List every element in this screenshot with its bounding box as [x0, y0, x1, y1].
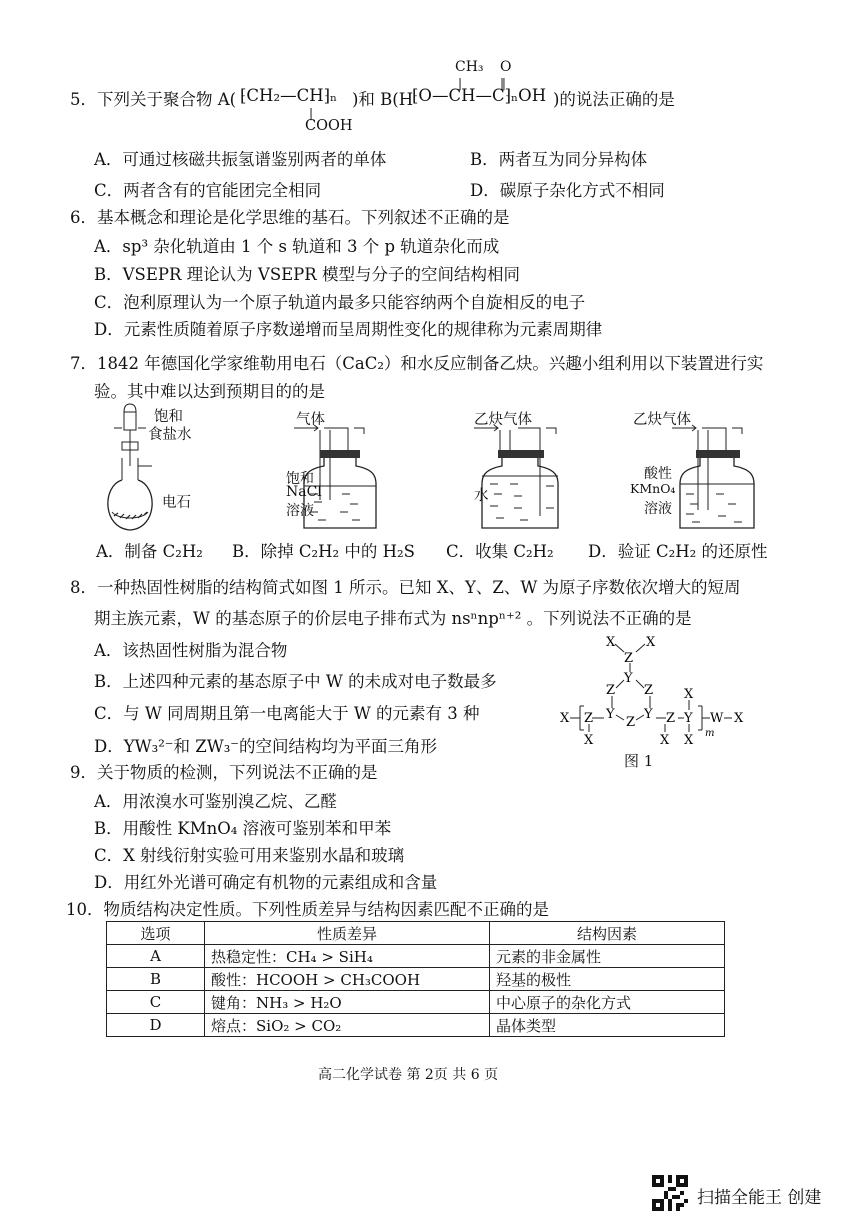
q5-sub-o: O: [500, 59, 512, 75]
table-cell: 熔点：SiO₂ > CO₂: [205, 1014, 490, 1037]
q5-option-c: C．两者含有的官能团完全相同: [94, 181, 322, 200]
q8-option-a: A．该热固性树脂为混合物: [94, 641, 288, 660]
svg-text:X: X: [684, 733, 694, 746]
q5-formula-a: ⁅CH₂—CH⁆ₙ: [240, 86, 338, 105]
svg-text:X: X: [606, 635, 616, 650]
table-cell: 羟基的极性: [490, 968, 725, 991]
svg-text:X: X: [684, 687, 694, 702]
q10-table: [106, 921, 725, 1037]
q7-option-d: D．验证 C₂H₂ 的还原性: [588, 542, 768, 561]
svg-text:Y: Y: [684, 711, 693, 726]
svg-text:X: X: [584, 733, 594, 746]
q8-stem-line1: 8．一种热固性树脂的结构简式如图 1 所示。已知 X、Y、Z、W 为原子序数依次增大的短周: [70, 578, 741, 597]
q9-option-a: A．用浓溴水可鉴别溴乙烷、乙醛: [94, 792, 337, 811]
svg-text:m: m: [705, 728, 715, 739]
q7-option-b: B．除掉 C₂H₂ 中的 H₂S: [232, 542, 415, 561]
svg-text:Z: Z: [666, 711, 676, 726]
apparatus-c-sol-water: 水: [474, 488, 489, 504]
table-header: 结构因素: [490, 922, 725, 945]
table-cell: A: [107, 945, 205, 968]
apparatus-a-label-carbide: 电石: [162, 495, 191, 511]
table-cell: 晶体类型: [490, 1014, 725, 1037]
q5-sub-ch3: CH₃: [455, 59, 484, 75]
svg-text:X: X: [660, 733, 670, 746]
scanner-watermark: 扫描全能王 创建: [697, 1188, 822, 1208]
q5-stem-mid: )和 B(H: [352, 90, 414, 109]
q9-option-d: D．用红外光谱可确定有机物的元素组成和含量: [94, 873, 438, 892]
table-cell: 元素的非金属性: [490, 945, 725, 968]
apparatus-d-sol-kmno4: KMnO₄: [630, 481, 676, 496]
svg-text:W: W: [710, 711, 724, 726]
q9-option-c: C．X 射线衍射实验可用来鉴别水晶和玻璃: [94, 846, 405, 865]
svg-text:Z: Z: [626, 715, 636, 730]
table-row: [107, 945, 725, 968]
q8-stem-line2: 期主族元素，W 的基态原子的价层电子排布式为 nsⁿnpⁿ⁺² 。下列说法不正确的是: [94, 609, 692, 628]
q9-stem: 9．关于物质的检测，下列说法不正确的是: [70, 763, 378, 782]
q7-stem-line1: 7．1842 年德国化学家维勒用电石（CaC₂）和水反应制备乙炔。兴趣小组利用以下装置进行实: [70, 354, 764, 373]
q5-stem-a: 5．下列关于聚合物 A(: [70, 90, 237, 109]
svg-text:Z: Z: [584, 711, 594, 726]
table-cell: 酸性：HCOOH > CH₃COOH: [205, 968, 490, 991]
svg-text:Y: Y: [624, 671, 633, 686]
svg-text:Z: Z: [624, 651, 634, 666]
q6-stem: 6．基本概念和理论是化学思维的基石。下列叙述不正确的是: [70, 208, 510, 227]
page-footer: 高二化学试卷 第 2页 共 6 页: [318, 1067, 499, 1083]
q5-option-a: A．可通过核磁共振氢谱鉴别两者的单体: [94, 150, 387, 169]
table-cell: 键角：NH₃ > H₂O: [205, 991, 490, 1014]
q6-option-b: B．VSEPR 理论认为 VSEPR 模型与分子的空间结构相同: [94, 265, 520, 284]
svg-text:X: X: [734, 711, 744, 726]
table-cell: B: [107, 968, 205, 991]
table-cell: 中心原子的杂化方式: [490, 991, 725, 1014]
svg-text:X: X: [560, 711, 570, 726]
q7-stem-line2: 验。其中难以达到预期目的的是: [94, 382, 325, 401]
apparatus-b-sol-solution: 溶液: [286, 503, 314, 519]
apparatus-c-figure: [470, 420, 570, 532]
resin-structure-figure: [560, 632, 750, 746]
apparatus-b-sol-nacl: NaCl: [286, 484, 322, 500]
apparatus-a-label-saturated: 饱和: [154, 409, 183, 425]
q5-formula-b: ⁅O—CH—C⁆ₙOH: [412, 86, 547, 105]
q5-option-b: B．两者互为同分异构体: [470, 150, 648, 169]
q10-stem: 10．物质结构决定性质。下列性质差异与结构因素匹配不正确的是: [66, 900, 549, 919]
q5-double-bond: ‖: [500, 76, 506, 90]
apparatus-d-gas-label: 乙炔气体: [633, 412, 691, 428]
table-row: [107, 1014, 725, 1037]
apparatus-d-figure: [668, 420, 764, 532]
q7-option-c: C．收集 C₂H₂: [446, 542, 554, 561]
q7-option-a: A．制备 C₂H₂: [96, 542, 203, 561]
q5-bond-b: |: [458, 76, 463, 90]
table-header: 选项: [107, 922, 205, 945]
svg-text:Y: Y: [644, 707, 653, 722]
apparatus-d-sol-solution: 溶液: [644, 501, 672, 517]
svg-text:X: X: [646, 635, 656, 650]
q9-option-b: B．用酸性 KMnO₄ 溶液可鉴别苯和甲苯: [94, 819, 392, 838]
q8-option-b: B．上述四种元素的基态原子中 W 的未成对电子数最多: [94, 672, 497, 691]
q8-option-c: C．与 W 同周期且第一电离能大于 W 的元素有 3 种: [94, 704, 480, 723]
q6-option-d: D．元素性质随着原子序数递增而呈周期性变化的规律称为元素周期律: [94, 320, 603, 339]
apparatus-c-gas-label: 乙炔气体: [474, 412, 532, 428]
q5-sub-cooh: COOH: [305, 118, 353, 134]
table-cell: D: [107, 1014, 205, 1037]
svg-text:Y: Y: [606, 707, 615, 722]
q6-option-a: A．sp³ 杂化轨道由 1 个 s 轨道和 3 个 p 轨道杂化而成: [94, 237, 500, 256]
svg-text:Z: Z: [644, 683, 654, 698]
table-header: 性质差异: [205, 922, 490, 945]
q6-option-c: C．泡利原理认为一个原子轨道内最多只能容纳两个自旋相反的电子: [94, 293, 586, 312]
table-header-row: [107, 922, 725, 945]
apparatus-d-sol-acidic: 酸性: [644, 466, 672, 482]
q5-bond-a: |: [309, 106, 314, 120]
qr-code-icon: [652, 1175, 688, 1211]
table-cell: 热稳定性：CH₄ > SiH₄: [205, 945, 490, 968]
q8-option-d: D．YW₃²⁻和 ZW₃⁻的空间结构均为平面三角形: [94, 737, 438, 756]
q5-stem-end: )的说法正确的是: [553, 90, 675, 109]
apparatus-b-gas-label: 气体: [296, 412, 325, 428]
q5-option-d: D．碳原子杂化方式不相同: [470, 181, 665, 200]
apparatus-a-figure: [96, 402, 206, 534]
svg-text:Z: Z: [606, 683, 616, 698]
table-cell: C: [107, 991, 205, 1014]
figure-1-caption: 图 1: [624, 752, 654, 770]
apparatus-a-label-brine: 食盐水: [148, 427, 192, 443]
apparatus-b-sol-saturated: 饱和: [286, 471, 314, 487]
table-row: [107, 968, 725, 991]
table-row: [107, 991, 725, 1014]
